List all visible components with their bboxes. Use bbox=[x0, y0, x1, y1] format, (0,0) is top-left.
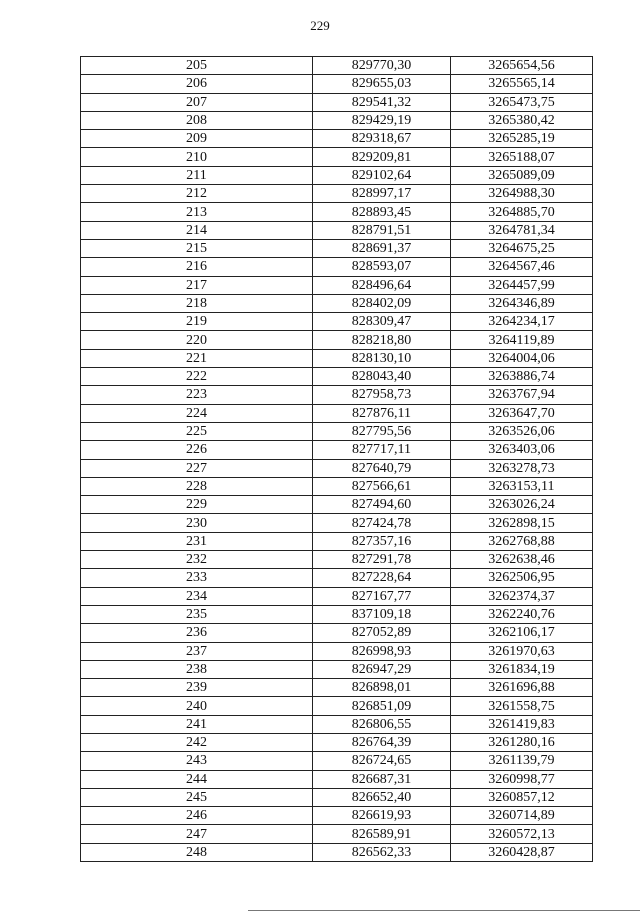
y-coordinate-cell: 3263026,24 bbox=[451, 496, 593, 514]
y-coordinate-cell: 3265380,42 bbox=[451, 111, 593, 129]
y-coordinate-cell: 3261280,16 bbox=[451, 733, 593, 751]
x-coordinate-cell: 826589,91 bbox=[313, 825, 451, 843]
y-coordinate-cell: 3261558,75 bbox=[451, 697, 593, 715]
table-row bbox=[81, 166, 593, 184]
table-row bbox=[81, 239, 593, 257]
point-number-cell: 205 bbox=[81, 57, 313, 75]
y-coordinate-cell: 3261139,79 bbox=[451, 752, 593, 770]
page-number: 229 bbox=[310, 18, 330, 33]
x-coordinate-cell: 829102,64 bbox=[313, 166, 451, 184]
point-number-cell: 225 bbox=[81, 422, 313, 440]
point-number-cell: 241 bbox=[81, 715, 313, 733]
y-coordinate-cell: 3264346,89 bbox=[451, 294, 593, 312]
table-row bbox=[81, 331, 593, 349]
y-coordinate-cell: 3261419,83 bbox=[451, 715, 593, 733]
table-row bbox=[81, 368, 593, 386]
y-coordinate-cell: 3263767,94 bbox=[451, 386, 593, 404]
x-coordinate-cell: 828130,10 bbox=[313, 349, 451, 367]
point-number-cell: 213 bbox=[81, 203, 313, 221]
point-number-cell: 238 bbox=[81, 660, 313, 678]
point-number-cell: 221 bbox=[81, 349, 313, 367]
x-coordinate-cell: 826724,65 bbox=[313, 752, 451, 770]
point-number-cell: 227 bbox=[81, 459, 313, 477]
x-coordinate-cell: 827291,78 bbox=[313, 551, 451, 569]
point-number-cell: 236 bbox=[81, 624, 313, 642]
point-number-cell: 235 bbox=[81, 605, 313, 623]
y-coordinate-cell: 3261696,88 bbox=[451, 679, 593, 697]
point-number-cell: 219 bbox=[81, 313, 313, 331]
table-row bbox=[81, 679, 593, 697]
y-coordinate-cell: 3263278,73 bbox=[451, 459, 593, 477]
x-coordinate-cell: 828593,07 bbox=[313, 258, 451, 276]
x-coordinate-cell: 827052,89 bbox=[313, 624, 451, 642]
table-row bbox=[81, 514, 593, 532]
point-number-cell: 229 bbox=[81, 496, 313, 514]
coordinates-table-body bbox=[81, 57, 593, 862]
y-coordinate-cell: 3260714,89 bbox=[451, 807, 593, 825]
table-row bbox=[81, 715, 593, 733]
y-coordinate-cell: 3265089,09 bbox=[451, 166, 593, 184]
point-number-cell: 215 bbox=[81, 239, 313, 257]
point-number-cell: 245 bbox=[81, 788, 313, 806]
table-row bbox=[81, 130, 593, 148]
table-row bbox=[81, 587, 593, 605]
point-number-cell: 246 bbox=[81, 807, 313, 825]
point-number-cell: 222 bbox=[81, 368, 313, 386]
y-coordinate-cell: 3262374,37 bbox=[451, 587, 593, 605]
x-coordinate-cell: 827494,60 bbox=[313, 496, 451, 514]
y-coordinate-cell: 3264119,89 bbox=[451, 331, 593, 349]
x-coordinate-cell: 826764,39 bbox=[313, 733, 451, 751]
point-number-cell: 206 bbox=[81, 75, 313, 93]
table-row bbox=[81, 203, 593, 221]
table-row bbox=[81, 569, 593, 587]
x-coordinate-cell: 828997,17 bbox=[313, 185, 451, 203]
x-coordinate-cell: 826898,01 bbox=[313, 679, 451, 697]
point-number-cell: 242 bbox=[81, 733, 313, 751]
table-row bbox=[81, 660, 593, 678]
x-coordinate-cell: 828893,45 bbox=[313, 203, 451, 221]
point-number-cell: 228 bbox=[81, 477, 313, 495]
table-row bbox=[81, 57, 593, 75]
x-coordinate-cell: 829655,03 bbox=[313, 75, 451, 93]
bottom-rule bbox=[248, 910, 640, 911]
y-coordinate-cell: 3265188,07 bbox=[451, 148, 593, 166]
y-coordinate-cell: 3262768,88 bbox=[451, 532, 593, 550]
table-row bbox=[81, 733, 593, 751]
y-coordinate-cell: 3262106,17 bbox=[451, 624, 593, 642]
table-row bbox=[81, 75, 593, 93]
coordinates-table bbox=[80, 56, 593, 862]
point-number-cell: 243 bbox=[81, 752, 313, 770]
point-number-cell: 232 bbox=[81, 551, 313, 569]
table-row bbox=[81, 294, 593, 312]
point-number-cell: 248 bbox=[81, 843, 313, 861]
x-coordinate-cell: 827717,11 bbox=[313, 441, 451, 459]
point-number-cell: 217 bbox=[81, 276, 313, 294]
table-row bbox=[81, 258, 593, 276]
x-coordinate-cell: 829541,32 bbox=[313, 93, 451, 111]
x-coordinate-cell: 826947,29 bbox=[313, 660, 451, 678]
y-coordinate-cell: 3264988,30 bbox=[451, 185, 593, 203]
y-coordinate-cell: 3263886,74 bbox=[451, 368, 593, 386]
x-coordinate-cell: 826687,31 bbox=[313, 770, 451, 788]
y-coordinate-cell: 3262240,76 bbox=[451, 605, 593, 623]
x-coordinate-cell: 827167,77 bbox=[313, 587, 451, 605]
y-coordinate-cell: 3265654,56 bbox=[451, 57, 593, 75]
table-row bbox=[81, 788, 593, 806]
y-coordinate-cell: 3265285,19 bbox=[451, 130, 593, 148]
y-coordinate-cell: 3265473,75 bbox=[451, 93, 593, 111]
table-row bbox=[81, 276, 593, 294]
point-number-cell: 234 bbox=[81, 587, 313, 605]
x-coordinate-cell: 837109,18 bbox=[313, 605, 451, 623]
x-coordinate-cell: 829429,19 bbox=[313, 111, 451, 129]
table-row bbox=[81, 551, 593, 569]
x-coordinate-cell: 827876,11 bbox=[313, 404, 451, 422]
point-number-cell: 230 bbox=[81, 514, 313, 532]
table-row bbox=[81, 496, 593, 514]
table-row bbox=[81, 404, 593, 422]
table-row bbox=[81, 825, 593, 843]
table-row bbox=[81, 697, 593, 715]
table-row bbox=[81, 349, 593, 367]
point-number-cell: 220 bbox=[81, 331, 313, 349]
y-coordinate-cell: 3263403,06 bbox=[451, 441, 593, 459]
y-coordinate-cell: 3264675,25 bbox=[451, 239, 593, 257]
y-coordinate-cell: 3264781,34 bbox=[451, 221, 593, 239]
x-coordinate-cell: 827424,78 bbox=[313, 514, 451, 532]
y-coordinate-cell: 3264567,46 bbox=[451, 258, 593, 276]
table-row bbox=[81, 532, 593, 550]
y-coordinate-cell: 3262638,46 bbox=[451, 551, 593, 569]
x-coordinate-cell: 826998,93 bbox=[313, 642, 451, 660]
x-coordinate-cell: 826562,33 bbox=[313, 843, 451, 861]
x-coordinate-cell: 827640,79 bbox=[313, 459, 451, 477]
point-number-cell: 218 bbox=[81, 294, 313, 312]
y-coordinate-cell: 3264885,70 bbox=[451, 203, 593, 221]
table-row bbox=[81, 313, 593, 331]
x-coordinate-cell: 827795,56 bbox=[313, 422, 451, 440]
y-coordinate-cell: 3262506,95 bbox=[451, 569, 593, 587]
y-coordinate-cell: 3260998,77 bbox=[451, 770, 593, 788]
y-coordinate-cell: 3263153,11 bbox=[451, 477, 593, 495]
x-coordinate-cell: 828309,47 bbox=[313, 313, 451, 331]
table-row bbox=[81, 624, 593, 642]
x-coordinate-cell: 829318,67 bbox=[313, 130, 451, 148]
point-number-cell: 247 bbox=[81, 825, 313, 843]
table-row bbox=[81, 185, 593, 203]
x-coordinate-cell: 828402,09 bbox=[313, 294, 451, 312]
table-row bbox=[81, 642, 593, 660]
x-coordinate-cell: 826806,55 bbox=[313, 715, 451, 733]
point-number-cell: 237 bbox=[81, 642, 313, 660]
point-number-cell: 226 bbox=[81, 441, 313, 459]
x-coordinate-cell: 826619,93 bbox=[313, 807, 451, 825]
y-coordinate-cell: 3260857,12 bbox=[451, 788, 593, 806]
x-coordinate-cell: 828043,40 bbox=[313, 368, 451, 386]
table-row bbox=[81, 441, 593, 459]
table-row bbox=[81, 752, 593, 770]
table-row bbox=[81, 386, 593, 404]
table-row bbox=[81, 807, 593, 825]
y-coordinate-cell: 3264004,06 bbox=[451, 349, 593, 367]
x-coordinate-cell: 827357,16 bbox=[313, 532, 451, 550]
x-coordinate-cell: 829209,81 bbox=[313, 148, 451, 166]
point-number-cell: 210 bbox=[81, 148, 313, 166]
x-coordinate-cell: 828691,37 bbox=[313, 239, 451, 257]
point-number-cell: 224 bbox=[81, 404, 313, 422]
table-row bbox=[81, 111, 593, 129]
table-row bbox=[81, 843, 593, 861]
point-number-cell: 208 bbox=[81, 111, 313, 129]
point-number-cell: 240 bbox=[81, 697, 313, 715]
table-row bbox=[81, 459, 593, 477]
table-row bbox=[81, 605, 593, 623]
point-number-cell: 207 bbox=[81, 93, 313, 111]
y-coordinate-cell: 3261970,63 bbox=[451, 642, 593, 660]
point-number-cell: 223 bbox=[81, 386, 313, 404]
y-coordinate-cell: 3263526,06 bbox=[451, 422, 593, 440]
point-number-cell: 211 bbox=[81, 166, 313, 184]
point-number-cell: 244 bbox=[81, 770, 313, 788]
table-row bbox=[81, 148, 593, 166]
x-coordinate-cell: 826652,40 bbox=[313, 788, 451, 806]
table-row bbox=[81, 221, 593, 239]
point-number-cell: 233 bbox=[81, 569, 313, 587]
point-number-cell: 214 bbox=[81, 221, 313, 239]
y-coordinate-cell: 3262898,15 bbox=[451, 514, 593, 532]
table-row bbox=[81, 770, 593, 788]
y-coordinate-cell: 3261834,19 bbox=[451, 660, 593, 678]
x-coordinate-cell: 827566,61 bbox=[313, 477, 451, 495]
x-coordinate-cell: 827958,73 bbox=[313, 386, 451, 404]
x-coordinate-cell: 829770,30 bbox=[313, 57, 451, 75]
point-number-cell: 212 bbox=[81, 185, 313, 203]
y-coordinate-cell: 3264234,17 bbox=[451, 313, 593, 331]
x-coordinate-cell: 828496,64 bbox=[313, 276, 451, 294]
point-number-cell: 239 bbox=[81, 679, 313, 697]
x-coordinate-cell: 828791,51 bbox=[313, 221, 451, 239]
y-coordinate-cell: 3260572,13 bbox=[451, 825, 593, 843]
table-row bbox=[81, 422, 593, 440]
x-coordinate-cell: 826851,09 bbox=[313, 697, 451, 715]
y-coordinate-cell: 3263647,70 bbox=[451, 404, 593, 422]
point-number-cell: 209 bbox=[81, 130, 313, 148]
x-coordinate-cell: 828218,80 bbox=[313, 331, 451, 349]
y-coordinate-cell: 3265565,14 bbox=[451, 75, 593, 93]
y-coordinate-cell: 3260428,87 bbox=[451, 843, 593, 861]
point-number-cell: 231 bbox=[81, 532, 313, 550]
y-coordinate-cell: 3264457,99 bbox=[451, 276, 593, 294]
table-row bbox=[81, 477, 593, 495]
x-coordinate-cell: 827228,64 bbox=[313, 569, 451, 587]
table-row bbox=[81, 93, 593, 111]
point-number-cell: 216 bbox=[81, 258, 313, 276]
